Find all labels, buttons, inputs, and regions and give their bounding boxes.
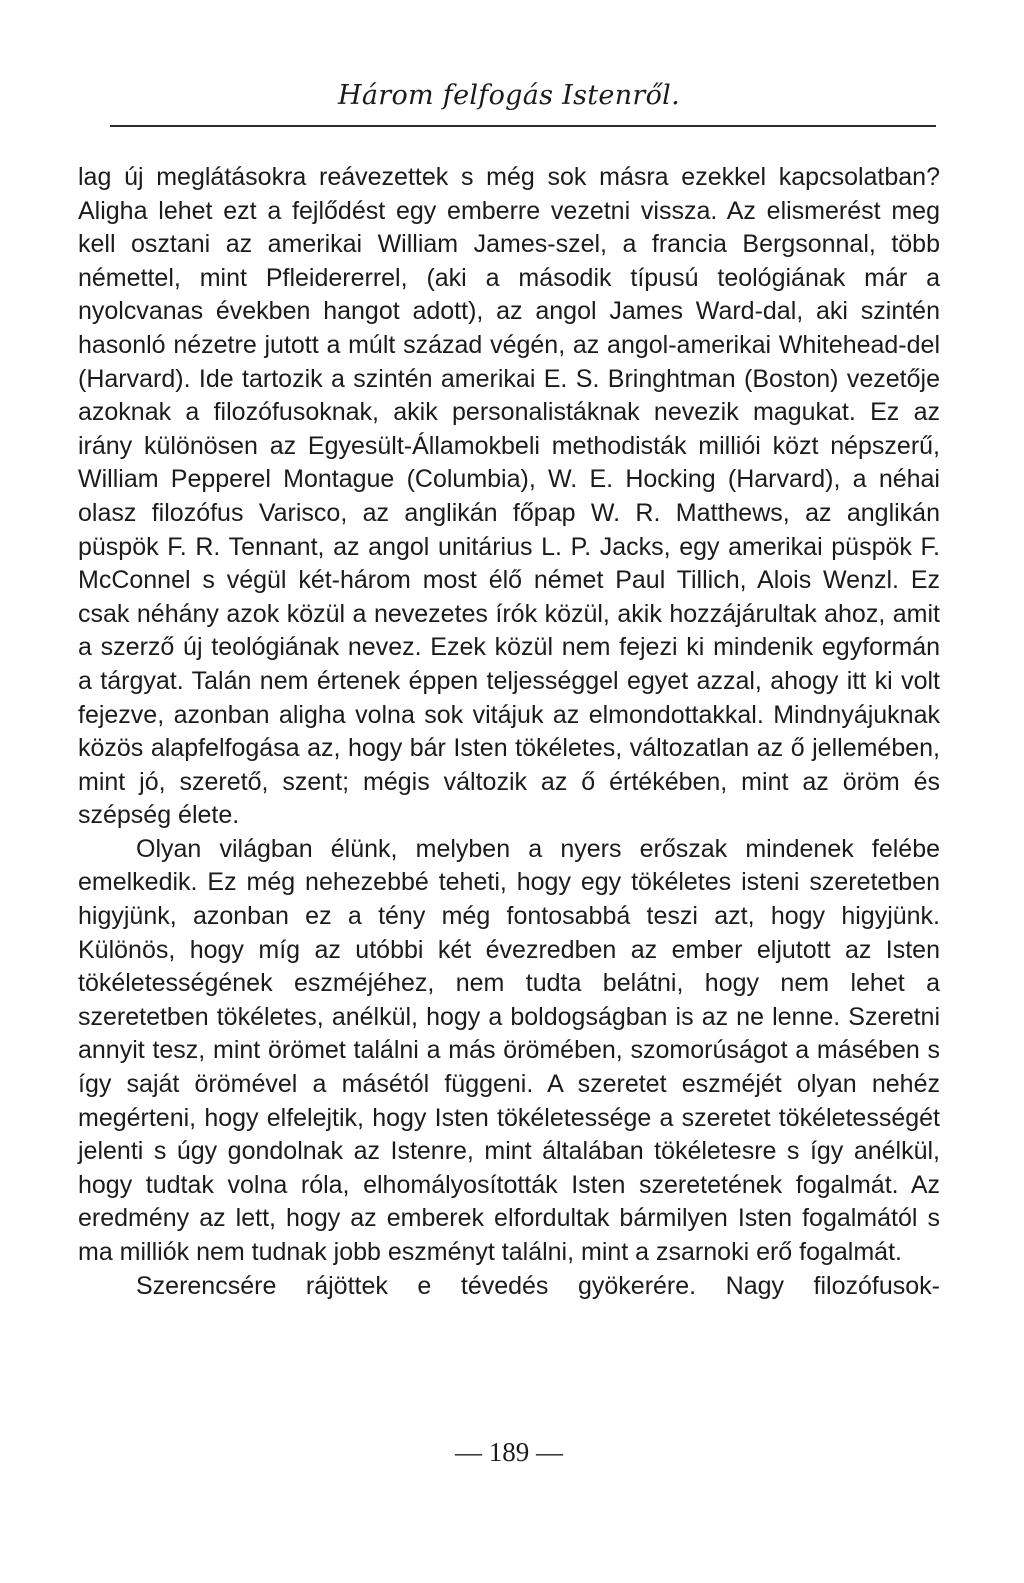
running-head xyxy=(78,78,940,122)
paragraph-3: Szerencsére rájöttek e tévedés gyökerére. Nagy filozófusok- xyxy=(136,1271,940,1300)
running-title: Három felfogás Istenről. xyxy=(338,80,680,111)
body-text xyxy=(78,161,940,1303)
paragraph-2: Olyan világban élünk, melyben a nyers erőszak mindenek felébe emelkedik. Ez még nehezebbé teheti, hogy egy tökéletes isteni szeretetben higyjünk, azonban ez a tény még fontosabbá teszi azt, hogy higyjünk. Különös, hogy míg az utóbbi két évezredben az ember eljutott az Isten tökéletességének eszméjéhez, nem tudta belátni, hogy nem lehet a szeretetben tökéletes, anélkül, hogy a boldogságban is az ne lenne. Szeretni annyit tesz, mint örömet találni a más örömében, szomorúságot a másében s így saját örömével a másétól függeni. A szeretet eszméjét olyan nehéz megérteni, hogy elfelejtik, hogy Isten tökéletessége a szeretet tökéletességét jelenti s úgy gondolnak az Istenre, mint általában tökéletesre s így anélkül, hogy tudtak volna róla, elhomályosították Isten szeretetének fogalmát. Az eredmény az lett, hogy az emberek elfordultak bármilyen Isten fogalmától s ma milliók nem tudnak jobb eszményt találni, mint a zsarnoki erő fogalmát. xyxy=(78,834,940,1266)
paragraph-1: lag új meglátásokra reávezettek s még sok másra ezekkel kapcsolatban? Aligha lehet ezt a fejlődést egy emberre vezetni vissza. Az elismerést meg kell osztani az amerikai William James-szel, a francia Bergsonnal, több némettel, mint Pfleidererrel, (aki a második típusú teológiának már a nyolcvanas években hangot adott), az angol James Ward-dal, aki szintén hasonló nézetre jutott a múlt század végén, az angol-amerikai Whitehead-del (Harvard). Ide tartozik a szintén amerikai E. S. Bringhtman (Boston) vezetője azoknak a filozófusoknak, akik personalistáknak nevezik magukat. Ez az irány különösen az Egyesült-Államokbeli methodisták milliói közt népszerű, William Pepperel Montague (Columbia), W. E. Hocking (Harvard), a néhai olasz filozófus Varisco, az anglikán főpap W. R. Matthews, az anglikán püspök F. R. Tennant, az angol unitárius L. P. Jacks, egy amerikai püspök F. McConnel s végül két-három most élő német Paul Tillich, Alois Wenzl. Ez csak néhány azok közül a nevezetes írók közül, akik hozzájárultak ahoz, amit a szerző új teológiának nevez. Ezek közül nem fejezi ki mindenik egyformán a tárgyat. Talán nem értenek éppen teljességgel egyet azzal, ahogy itt ki volt fejezve, azonban aligha volna sok vitájuk az elmondottakkal. Mindnyájuknak közös alapfelfogása az, hogy bár Isten tökéletes, változatlan az ő jellemében, mint jó, szerető, szent; mégis változik az ő értékében, mint az öröm és szépség élete. xyxy=(78,163,940,830)
page-number: — 189 — xyxy=(455,1437,563,1467)
header-rule xyxy=(110,125,936,127)
